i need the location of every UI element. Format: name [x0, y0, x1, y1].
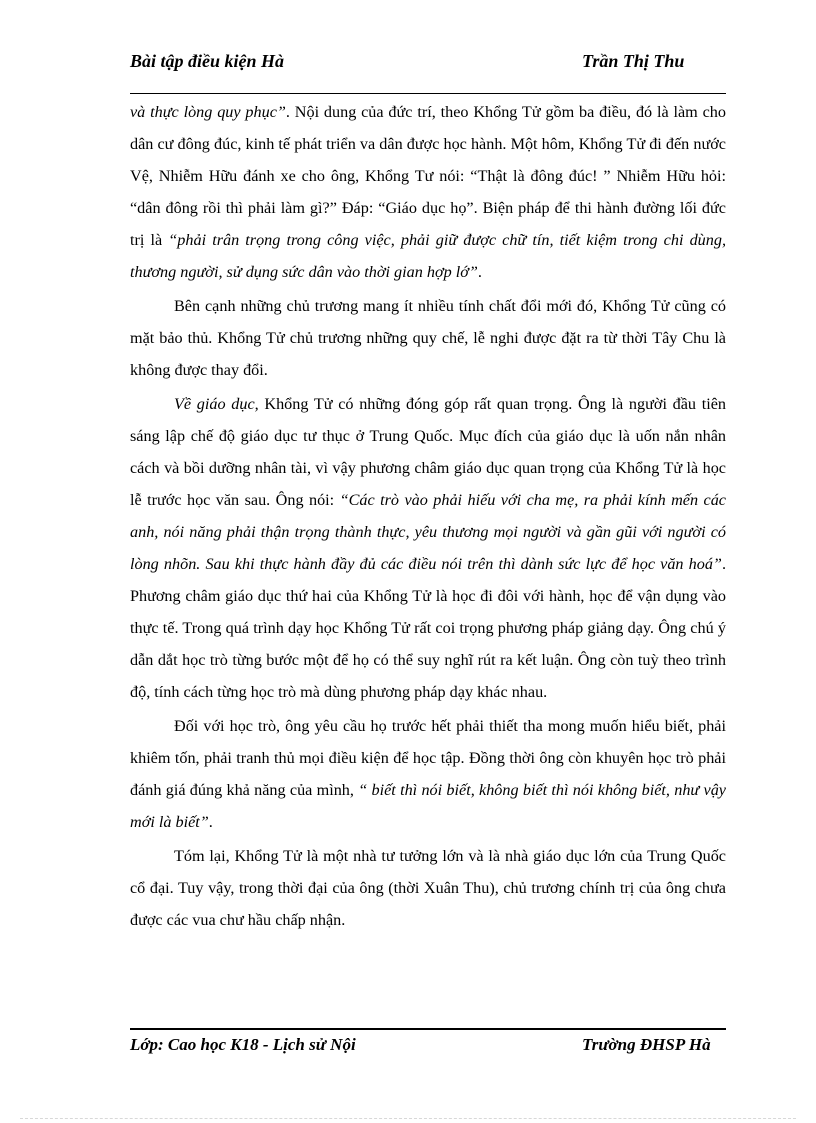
header-divider [130, 93, 726, 94]
italic-text-run: “ biết thì nói biết, không biết thì nói không biết, như vậy mới là biết” [130, 781, 726, 831]
body-paragraph [130, 840, 726, 936]
text-run: Tóm lại, Khổng Tử là một nhà tư tưởng lớn và là nhà giáo dục lớn của Trung Quốc cổ đại. Tuy vậy, trong thời đại của ông (thời Xuân Thu), chủ trương chính trị của ông chưa được các vua chư hầu chấp nhận. [130, 847, 726, 929]
text-run: Bên cạnh những chủ trương mang ít nhiều tính chất đổi mới đó, Khổng Tử cũng có mặt bảo thủ. Khổng Tử chủ trương những quy chế, lễ nghi được đặt ra từ thời Tây Chu là không được thay đổi. [130, 297, 726, 379]
footer-divider [130, 1028, 726, 1030]
page-bottom-edge [20, 1118, 796, 1119]
text-run: Đối với học trò, ông yêu cầu họ trước hết phải thiết tha mong muốn hiểu biết, phải khiêm tốn, phải tranh thủ mọi điều kiện để học tập. Đồng thời ông còn khuyên học trò phải đánh giá đúng khả năng của mình, [130, 717, 726, 799]
italic-text-run: “phải trân trọng trong công việc, phải giữ được chữ tín, tiết kiệm trong chi dùng, thương người, sử dụng sức dân vào thời gian hợp lớ” [130, 231, 726, 281]
document-body [130, 96, 726, 936]
text-run: . [208, 813, 213, 831]
text-run: . Nội dung của đức trí, theo Khổng Tử gồm ba điều, đó là làm cho dân cư đông đúc, kinh tế phát triển va dân được học hành. Một hôm, Khổng Tử đi đến nước Vệ, Nhiễm Hữu đánh xe cho ông, Khổng Tư nói: “Thật là đông đúc! ” Nhiễm Hữu hỏi: “dân đông rồi thì phải làm gì?” Đáp: “Giáo dục họ”. Biện pháp để thi hành đường lối đức trị là [130, 103, 726, 249]
footer-school-name: Trường ĐHSP Hà [582, 1035, 711, 1054]
italic-text-run: Về giáo dục, [174, 395, 259, 413]
footer-class-info: Lớp: Cao học K18 - Lịch sử Nội [130, 1035, 356, 1054]
italic-text-run: “Các trò vào phải hiếu với cha mẹ, ra phải kính mến các anh, nói năng phải thận trọng thành thực, yêu thương mọi người và gần gũi với người có lòng nhõn. Sau khi thực hành đầy đủ các điều nói trên thì dành sức lực để học văn hoá” [130, 491, 726, 573]
header-document-title: Bài tập điều kiện Hà [130, 51, 285, 71]
text-run: . Phương châm giáo dục thứ hai của Khổng Tử là học đi đôi với hành, học để vận dụng vào thực tế. Trong quá trình dạy học Khổng Tử rất coi trọng phương pháp giảng dạy. Ông chú ý dẫn dắt học trò từng bước một để họ có thể suy nghĩ rút ra kết luận. Ông còn tuỳ theo trình độ, tính cách từng học trò mà dùng phương pháp dạy khác nhau. [130, 555, 726, 701]
body-paragraph [130, 710, 726, 838]
text-run: Khổng Tử có những đóng góp rất quan trọng. Ông là người đầu tiên sáng lập chế độ giáo dục tư thục ở Trung Quốc. Mục đích của giáo dục là uốn nắn nhân cách và bồi dưỡng nhân tài, vì vậy phương châm giáo dục quan trọng của Khổng Tử là học lễ trước học văn sau. Ông nói: [130, 395, 726, 509]
page-footer [130, 1034, 726, 1078]
italic-text-run: và thực lòng quy phục” [130, 103, 286, 121]
body-paragraph [130, 388, 726, 708]
header-author-name: Trần Thị Thu [582, 51, 685, 71]
body-paragraph [130, 96, 726, 288]
page-header [130, 50, 726, 94]
body-paragraph [130, 290, 726, 386]
text-run: . [477, 263, 482, 281]
